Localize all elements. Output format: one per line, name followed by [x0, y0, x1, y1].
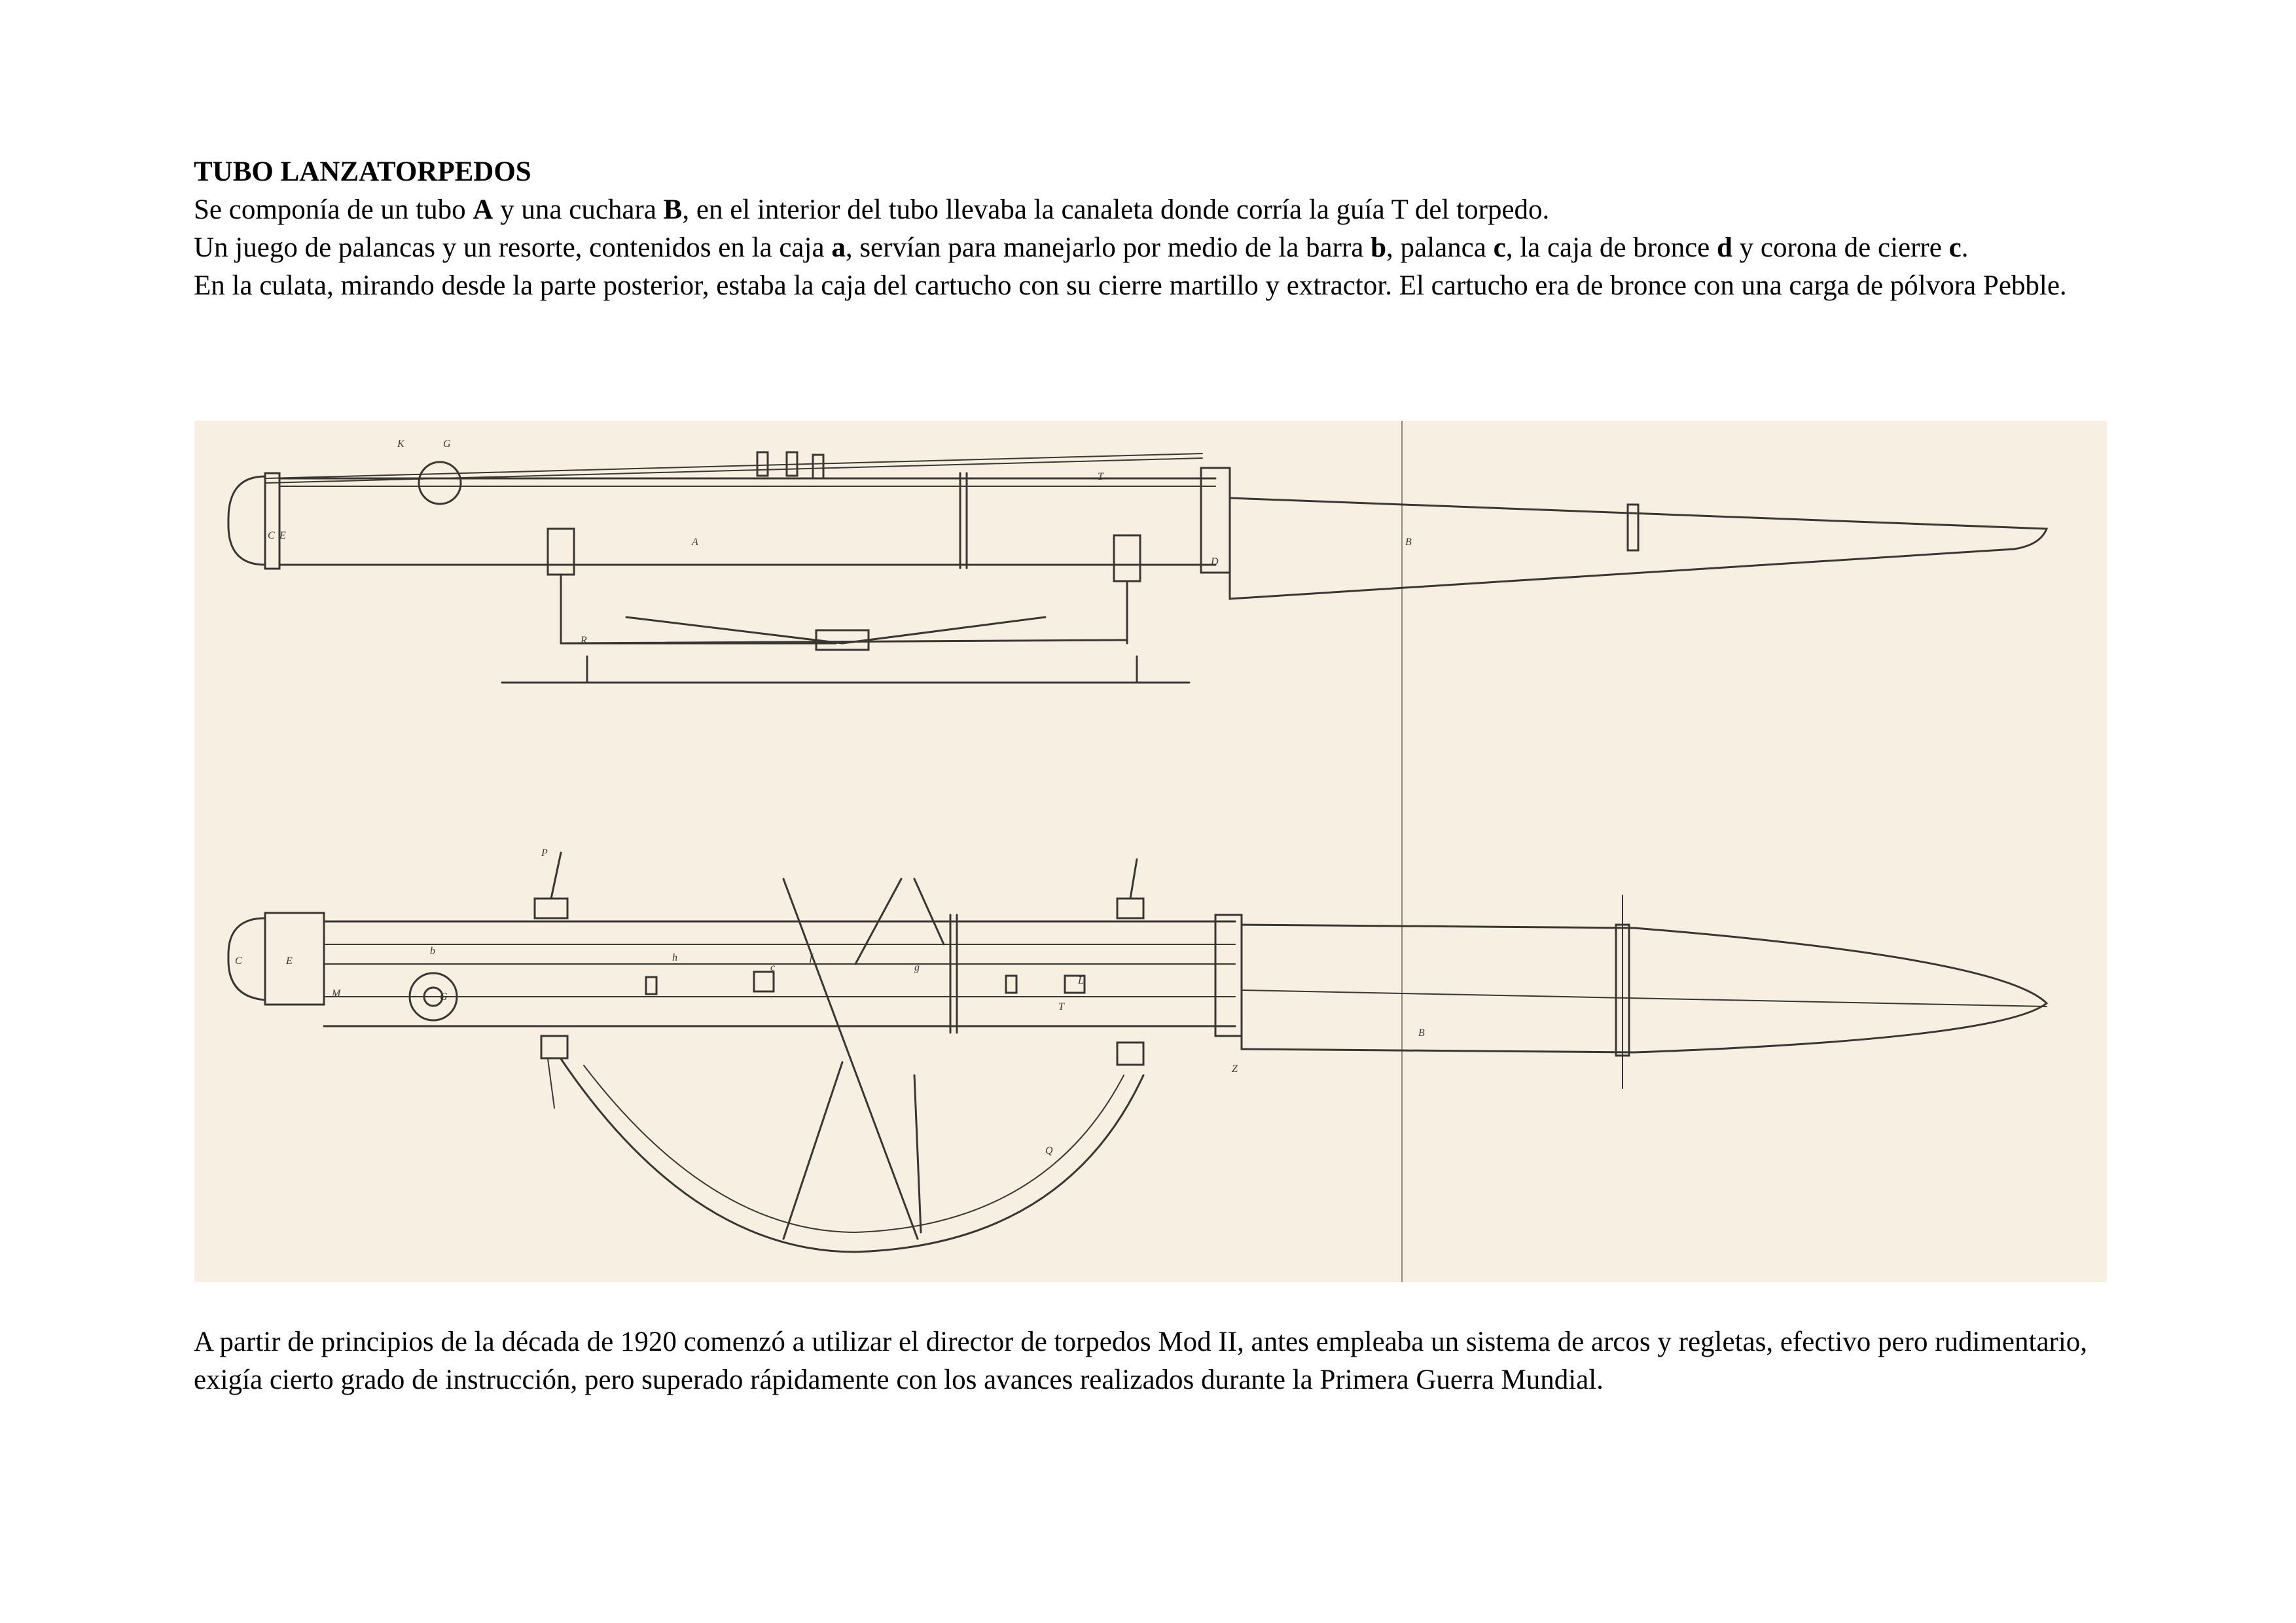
- label-l: L: [1078, 975, 1084, 986]
- label-b-rod: b: [430, 946, 435, 957]
- label-c-top: C: [268, 530, 275, 541]
- text-run: , la caja de bronce: [1505, 232, 1717, 263]
- label-p: P: [541, 847, 548, 859]
- text-run: , servían para manejarlo por medio de la barra: [845, 232, 1371, 263]
- text-run: , en el interior del tubo llevaba la canaleta donde corría la guía T del torpedo.: [682, 194, 1550, 225]
- collar-shape: [1215, 915, 1242, 1036]
- text-run: y corona de cierre: [1732, 232, 1949, 263]
- spoon-centre-line: [1242, 990, 2047, 1007]
- bold-reference-letter: d: [1717, 232, 1732, 263]
- sight-shape: [1130, 859, 1137, 899]
- torpedo-tube-illustration: [194, 421, 2107, 1282]
- spoke-shape: [914, 1075, 921, 1232]
- label-g-top: G: [443, 438, 451, 450]
- paragraph-group: [194, 191, 2111, 305]
- sight-mount-shape: [1117, 899, 1143, 918]
- page-title: TUBO LANZATORPEDOS: [194, 156, 531, 187]
- label-d: D: [1211, 556, 1219, 567]
- closing-paragraph: A partir de principios de la década de 1920 comenzó a utilizar el director de torpedos Mod II, antes empleaba un sistema de arcos y regletas, efectivo pero rudimentario, exigía cierto grado de instrucción, pero superado rápidamente con los avances realizados durante la Primera Guerra Mundial.: [194, 1327, 2088, 1395]
- label-b-top: B: [1405, 537, 1412, 548]
- label-e-top: E: [279, 530, 286, 541]
- rod-fitting-shape: [754, 972, 774, 991]
- bold-reference-letter: A: [473, 194, 493, 225]
- bold-reference-letter: c: [1493, 232, 1506, 263]
- bold-reference-letter: a: [831, 232, 846, 263]
- sight-p-shape: [551, 853, 561, 899]
- rod-fitting-shape: [813, 455, 823, 478]
- training-arc-inner-shape: [584, 1065, 1124, 1232]
- text-run: En la culata, mirando desde la parte posterior, estaba la caja del cartucho con su cierre martillo y extractor. El cartucho era de bronce con una carga de pólvora Pebble.: [194, 270, 2067, 301]
- gear-box-g-shape: [419, 462, 461, 504]
- label-r: R: [581, 635, 587, 646]
- label-t-top: T: [1098, 471, 1103, 482]
- engraving-drawing: [194, 421, 2107, 1282]
- spoke-shape: [914, 879, 944, 944]
- spoon-b-plan-shape: [1242, 925, 2047, 1052]
- bracket-shape: [548, 529, 574, 575]
- label-t-bottom: T: [1058, 1001, 1064, 1012]
- rod-fitting-shape: [757, 452, 768, 476]
- label-g-rod: g: [914, 962, 920, 973]
- engraving-lines: [228, 421, 2047, 1282]
- arc-pointer-shape: [548, 1059, 554, 1108]
- text-run: y una cuchara: [493, 194, 664, 225]
- text-run: Un juego de palancas y un resorte, contenidos en la caja: [194, 232, 832, 263]
- label-h: h: [672, 952, 677, 963]
- bold-reference-letter: b: [1371, 232, 1387, 263]
- training-arc-q-shape: [561, 1059, 1143, 1252]
- label-e-bottom: E: [286, 955, 293, 967]
- label-a: A: [692, 537, 698, 548]
- breech-block-shape: [265, 913, 324, 1005]
- rod-fitting-shape: [646, 977, 656, 994]
- control-rod-shape: [266, 454, 1202, 478]
- spoke-shape: [783, 879, 918, 1239]
- bracket-shape: [1117, 1043, 1143, 1065]
- label-g-gear: G: [440, 991, 448, 1003]
- text-run: , palanca: [1386, 232, 1494, 263]
- breech-cap-shape: [228, 918, 265, 1000]
- label-q: Q: [1045, 1145, 1053, 1156]
- spoon-clamp-shape: [1628, 505, 1638, 550]
- spoke-shape: [783, 1062, 842, 1239]
- label-c-rod: c: [770, 962, 776, 973]
- label-z: Z: [1232, 1063, 1238, 1075]
- text-run: Se componía de un tubo: [194, 194, 473, 225]
- sight-mount-shape: [535, 899, 567, 918]
- bold-reference-letter: c: [1948, 232, 1962, 263]
- body-text: [194, 153, 2111, 305]
- side-view-drawing: [228, 452, 2047, 683]
- bracket-shape: [1114, 535, 1140, 581]
- label-f: f: [810, 952, 813, 963]
- label-m: M: [332, 988, 341, 999]
- label-b-bottom: B: [1418, 1027, 1425, 1039]
- bracket-shape: [541, 1036, 567, 1058]
- breech-cap-shape: [228, 476, 265, 565]
- plan-view-drawing: [228, 853, 2047, 1252]
- body-paragraph: [194, 267, 2111, 305]
- text-run: .: [1961, 232, 1969, 263]
- label-c-bottom: C: [235, 955, 242, 967]
- closing-text: [194, 1323, 2111, 1399]
- rod-fitting-shape: [1006, 976, 1016, 993]
- label-k: K: [397, 438, 404, 450]
- bold-reference-letter: B: [663, 194, 683, 225]
- body-paragraph: [194, 191, 2111, 229]
- body-paragraph: [194, 229, 2111, 267]
- breech-ring-shape: [265, 473, 279, 569]
